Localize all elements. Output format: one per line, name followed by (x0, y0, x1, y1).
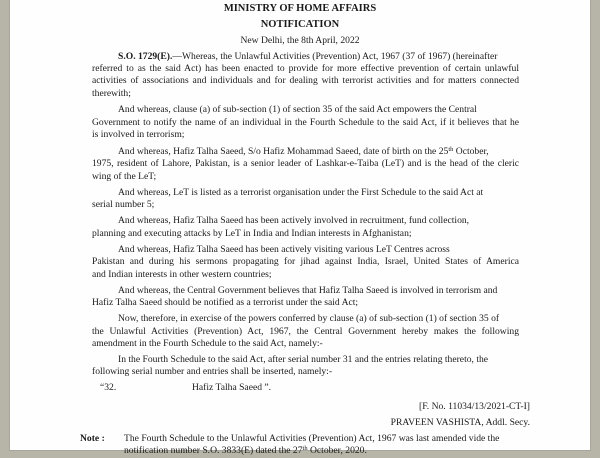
ministry-title: MINISTRY OF HOME AFFAIRS (223, 3, 377, 14)
paragraph-line: the Unlawful Activities (Prevention) Act, 1967, the Central Government hereby makes the following (92, 326, 519, 337)
paragraph-line: And whereas, LeT is listed as a terrorist organisation under the First Schedule to the said Act at (118, 187, 484, 198)
paragraph-line: And whereas, clause (a) of sub-section (1) of section 35 of the said Act empowers the Central (118, 104, 477, 115)
notification-page (10, 0, 590, 456)
paragraph-line: is involved in terrorism; (92, 129, 185, 140)
paragraph-line: And whereas, Hafiz Talha Saeed, S/o Hafiz Mohammad Saeed, date of birth on the 25th October, (118, 146, 489, 157)
note-label: Note : (80, 433, 105, 444)
paragraph-line: Now, therefore, in exercise of the powers conferred by clause (a) of sub-section (1) of section 35 of (118, 313, 500, 324)
order-number: S.O. 1729(E). (118, 51, 173, 62)
paragraph-line: Government to notify the name of an individual in the Fourth Schedule to the said Act, if it believes that he (92, 117, 519, 128)
paragraph-line: And whereas, Hafiz Talha Saeed has been actively involved in recruitment, fund collection, (118, 215, 470, 226)
entry-name: Hafiz Talha Saeed ”. (192, 382, 272, 393)
paragraph-line: And whereas, the Central Government believes that Hafiz Talha Saeed is involved in terrorism and (118, 285, 498, 296)
paragraph-line: And whereas, Hafiz Talha Saeed has been actively visiting various LeT Centres across (118, 244, 450, 255)
paragraph-line: and Indian interests in other western countries; (92, 269, 272, 280)
place-date: New Delhi, the 8th April, 2022 (240, 35, 360, 46)
paragraph-line: S.O. 1729(E).—Whereas, the Unlawful Activities (Prevention) Act, 1967 (37 of 1967) (hereinafter (118, 51, 498, 62)
paragraph-line: referred to as the said Act) has been enacted to provide for more effective prevention of certain unlawful (92, 63, 519, 74)
paragraph-line: In the Fourth Schedule to the said Act, after serial number 31 and the entries relating thereto, the (118, 354, 489, 365)
paragraph-line: Pakistan and during his sermons propagating for jihad against India, Israel, United States of America (92, 256, 519, 267)
paragraph-line: planning and executing attacks by LeT in India and Indian interests in Afghanistan; (92, 228, 412, 239)
paragraph-line: following serial number and entries shall be inserted, namely:- (92, 366, 333, 377)
note-text-line: notification number S.O. 3833(E) dated the 27th October, 2020. (124, 445, 367, 456)
note-text-line: The Fourth Schedule to the Unlawful Activities (Prevention) Act, 1967 was last amended vide the (124, 433, 500, 444)
paragraph-line: therewith; (92, 88, 131, 99)
signatory: PRAVEEN VASHISTA, Addl. Secy. (390, 417, 530, 428)
notification-heading: NOTIFICATION (260, 19, 340, 30)
paragraph-line: Hafiz Talha Saeed should be notified as a terrorist under the said Act; (92, 297, 359, 308)
entry-serial-number: “32. (100, 382, 117, 393)
paragraph-line: amendment in the Fourth Schedule to the said Act, namely:- (92, 338, 323, 349)
paragraph-line: wing of the LeT; (92, 171, 157, 182)
paragraph-line: serial number 5; (92, 199, 155, 210)
paragraph-line: 1975, resident of Lahore, Pakistan, is a senior leader of Lashkar-e-Taiba (LeT) and is the head of the cleric (92, 158, 519, 169)
paragraph-line: activities of associations and individuals and for dealing with terrorist activities and for matters connected (92, 75, 519, 86)
file-number: [F. No. 11034/13/2021-CT-I] (419, 401, 530, 412)
